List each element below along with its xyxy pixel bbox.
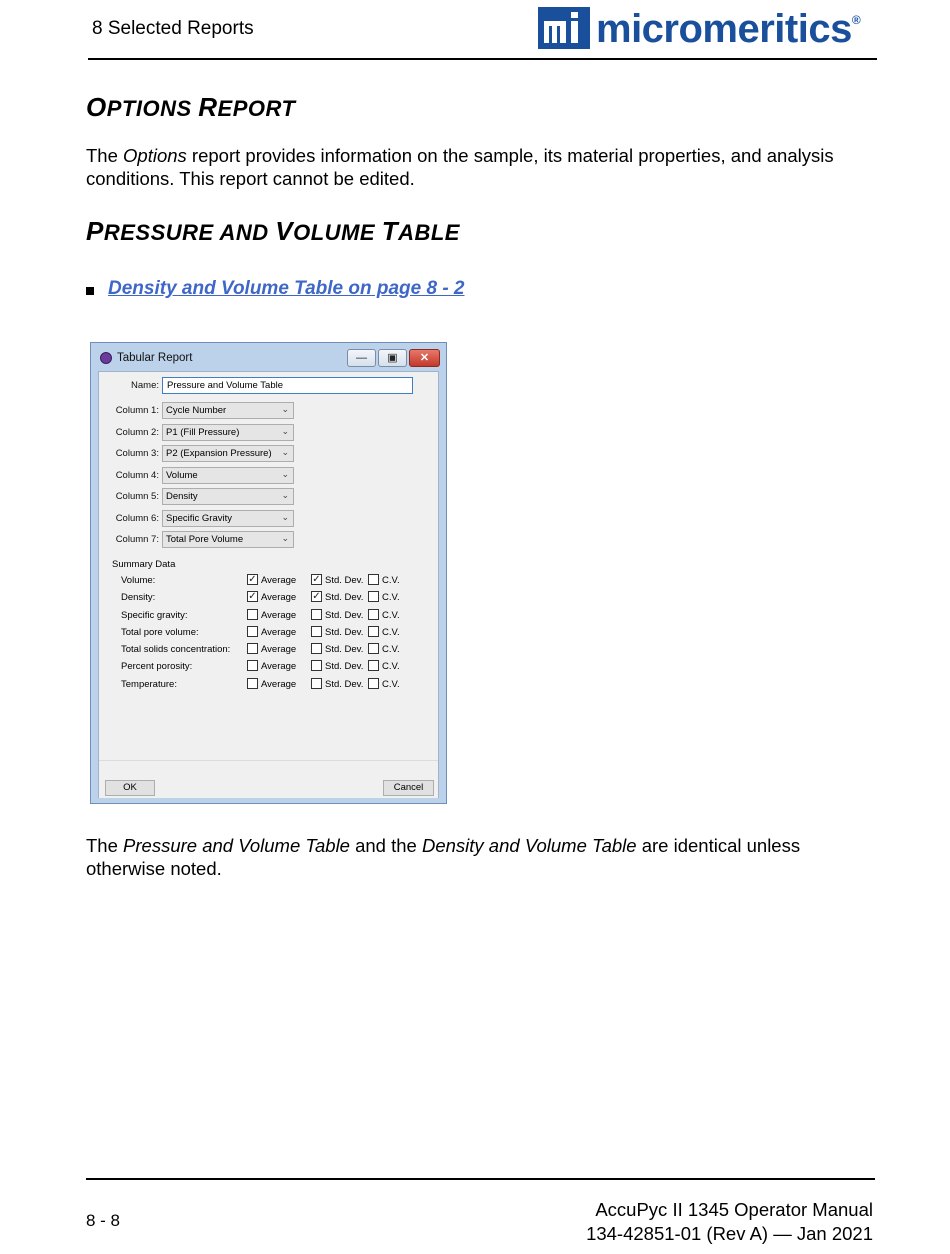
header-section-title: 8 Selected Reports: [92, 18, 254, 39]
dialog-body: [98, 371, 439, 798]
app-icon: [100, 352, 112, 364]
column-6-select[interactable]: Specific Gravity ⌄: [162, 510, 294, 527]
cross-reference-bullet: [86, 278, 465, 300]
temp-average-checkbox[interactable]: [247, 678, 258, 689]
name-label: Name:: [131, 380, 159, 391]
density-stddev-checkbox[interactable]: ✓: [312, 591, 321, 602]
column-1-label: Column 1:: [115, 405, 159, 416]
volume-average-checkbox[interactable]: ✓: [248, 574, 257, 585]
micromeritics-logo: [538, 7, 861, 49]
summary-row-temperature: Temperature: Average Std. Dev. C.V.: [121, 679, 400, 690]
density-volume-table-link[interactable]: Density and Volume Table on page 8 - 2: [108, 278, 465, 299]
ok-button[interactable]: OK: [105, 780, 155, 796]
volume-cv-checkbox[interactable]: [368, 574, 379, 585]
header-rule: [88, 58, 877, 60]
summary-row-percent-porosity: Percent porosity: Average Std. Dev. C.V.: [121, 661, 400, 672]
footer-manual-info: [586, 1198, 873, 1246]
logo-registered-mark: ®: [851, 13, 861, 27]
tsc-average-checkbox[interactable]: [247, 643, 258, 654]
minimize-button[interactable]: —: [347, 349, 376, 367]
chevron-down-icon: ⌄: [281, 533, 289, 543]
tpv-cv-checkbox[interactable]: [368, 626, 379, 637]
tsc-stddev-checkbox[interactable]: [311, 643, 322, 654]
name-input[interactable]: Pressure and Volume Table: [162, 377, 413, 394]
pp-average-checkbox[interactable]: [247, 660, 258, 671]
tsc-cv-checkbox[interactable]: [368, 643, 379, 654]
bullet-square-icon: [86, 287, 94, 295]
summary-row-total-solids: Total solids concentration: Average Std. Dev. C.V.: [121, 644, 400, 655]
summary-data-title: Summary Data: [112, 559, 176, 570]
column-6-label: Column 6:: [115, 513, 159, 524]
column-1-select[interactable]: Cycle Number ⌄: [162, 402, 294, 419]
sg-average-checkbox[interactable]: [247, 609, 258, 620]
pp-cv-checkbox[interactable]: [368, 660, 379, 671]
sg-stddev-checkbox[interactable]: [311, 609, 322, 620]
column-5-label: Column 5:: [115, 491, 159, 502]
manual-title: AccuPyc II 1345 Operator Manual: [595, 1199, 873, 1220]
column-4-label: Column 4:: [115, 470, 159, 481]
column-3-select[interactable]: P2 (Expansion Pressure) ⌄: [162, 445, 294, 462]
tpv-average-checkbox[interactable]: [247, 626, 258, 637]
column-2-label: Column 2:: [115, 427, 159, 438]
tpv-stddev-checkbox[interactable]: [311, 626, 322, 637]
density-cv-checkbox[interactable]: [368, 591, 379, 602]
document-number: 134-42851-01 (Rev A) — Jan 2021: [586, 1223, 873, 1244]
logo-wordmark: micromeritics: [596, 7, 852, 51]
summary-row-specific-gravity: Specific gravity: Average Std. Dev. C.V.: [121, 610, 400, 621]
column-4-select[interactable]: Volume ⌄: [162, 467, 294, 484]
pressure-volume-table-heading: PRESSURE AND VOLUME TABLE: [86, 216, 460, 246]
dialog-title: Tabular Report: [117, 352, 193, 364]
pp-stddev-checkbox[interactable]: [311, 660, 322, 671]
sg-cv-checkbox[interactable]: [368, 609, 379, 620]
dialog-title-bar: [91, 343, 446, 371]
column-7-label: Column 7:: [115, 534, 159, 545]
mi-logo-icon: [538, 7, 590, 49]
chevron-down-icon: ⌄: [281, 469, 289, 479]
summary-row-volume: Volume: ✓ Average ✓ Std. Dev. C.V.: [121, 574, 400, 586]
page-number: 8 - 8: [86, 1211, 121, 1230]
footer-rule: [86, 1178, 875, 1180]
summary-row-density: Density: ✓ Average ✓ Std. Dev. C.V.: [121, 591, 400, 603]
close-button[interactable]: ✕: [409, 349, 440, 367]
column-3-label: Column 3:: [115, 448, 159, 459]
column-2-select[interactable]: P1 (Fill Pressure) ⌄: [162, 424, 294, 441]
options-report-heading: OPTIONS REPORT: [86, 92, 296, 122]
options-report-paragraph: The Options report provides information on the sample, its material properties, and analysis conditions. This report cannot be edited.: [86, 145, 834, 189]
column-5-select[interactable]: Density ⌄: [162, 488, 294, 505]
tabular-report-dialog: [90, 342, 447, 804]
chevron-down-icon: ⌄: [281, 447, 289, 457]
maximize-button[interactable]: ▣: [378, 349, 407, 367]
chevron-down-icon: ⌄: [281, 426, 289, 436]
temp-stddev-checkbox[interactable]: [311, 678, 322, 689]
chevron-down-icon: ⌄: [281, 404, 289, 414]
chevron-down-icon: ⌄: [281, 490, 289, 500]
cancel-button[interactable]: Cancel: [383, 780, 434, 796]
column-7-select[interactable]: Total Pore Volume ⌄: [162, 531, 294, 548]
volume-stddev-checkbox[interactable]: ✓: [312, 574, 321, 585]
chevron-down-icon: ⌄: [281, 512, 289, 522]
summary-row-total-pore-volume: Total pore volume: Average Std. Dev. C.V.: [121, 627, 400, 638]
closing-paragraph: The Pressure and Volume Table and the Density and Volume Table are identical unless otherwise noted.: [86, 835, 801, 879]
density-average-checkbox[interactable]: ✓: [248, 591, 257, 602]
temp-cv-checkbox[interactable]: [368, 678, 379, 689]
